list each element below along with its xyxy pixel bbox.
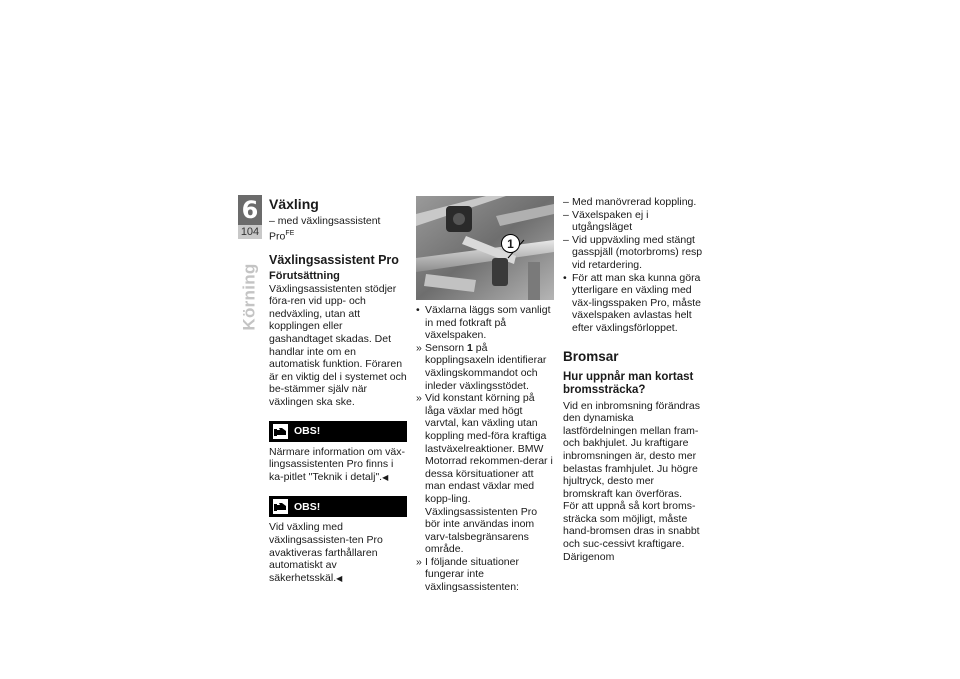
subsection-heading: Förutsättning xyxy=(269,269,340,282)
list-bullet: » xyxy=(416,341,422,354)
shift-list xyxy=(416,304,554,594)
body-paragraph: Vid en inbromsning förändras den dynamiska lastfördelningen mellan fram- och bakhjulet. Ju kraftigare inbromsningen är, desto mer belastas framhjulet. Ju högre hjultryck, desto mer bromskraft kan överföras. xyxy=(563,399,700,500)
chapter-tab xyxy=(238,195,262,239)
list-bullet: » xyxy=(416,555,422,568)
conditions-list xyxy=(563,196,703,335)
list-item: – Växelspaken ej i utgångsläget xyxy=(563,208,649,234)
pointing-hand-icon xyxy=(273,424,288,439)
column-1 xyxy=(269,196,407,585)
shift-sensor-photo xyxy=(416,196,554,300)
subtitle-superscript: FE xyxy=(285,229,295,237)
section-label-text: Körning xyxy=(240,263,260,331)
list-bullet: – xyxy=(563,208,569,221)
pointing-hand-icon xyxy=(273,499,288,514)
list-item: • För att man ska kunna göra ytterligare en växling med väx-lingsspaken Pro, måste växelspaken avlastas helt efter växlingsförloppet. xyxy=(563,271,701,334)
list-bullet: – xyxy=(563,233,569,246)
list-item: » Sensorn 1 på kopplingsaxeln identifierar växlingskommandot och inleder växlingsstödet. xyxy=(416,341,547,392)
note-text-2: Vid växling med växlingsassisten-ten Pro avaktiveras farthållaren automatiskt av säkerhetsskäl.◀ xyxy=(269,521,383,584)
page-title: Växling xyxy=(269,196,319,212)
callout-number: 1 xyxy=(467,341,473,354)
question-heading: Hur uppnår man kortast bromssträcka? xyxy=(563,370,694,396)
list-item: • Växlarna läggs som vanligt in med fotkraft på växelspaken. xyxy=(416,304,551,342)
list-bullet: » xyxy=(416,392,422,405)
list-item: – Vid uppväxling med stängt gasspjäll (motorbroms) resp vid retardering. xyxy=(563,233,703,271)
photo-callout-badge xyxy=(501,234,520,253)
list-item: » I följande situationer fungerar inte växlingsassistenten: xyxy=(416,555,519,594)
note-label-1: OBS! xyxy=(294,424,321,437)
column-2 xyxy=(416,196,554,594)
list-bullet: • xyxy=(563,271,567,284)
column-3 xyxy=(563,196,703,563)
section-label xyxy=(235,262,265,332)
chapter-number: 6 xyxy=(238,195,262,225)
note-label-2: OBS! xyxy=(294,500,321,513)
body-paragraph: För att uppnå så kort broms-sträcka som möjligt, måste hand-bromsen dras in snabbt och suc-cessivt kraftigare. Därigenom xyxy=(563,500,700,563)
list-item: – Med manövrerad koppling. xyxy=(563,196,697,208)
note-banner-2 xyxy=(269,496,407,517)
end-mark-icon: ◀ xyxy=(382,472,389,482)
brake-heading: Bromsar xyxy=(563,348,619,364)
note-text-1: Närmare information om väx-lingsassistenten Pro finns i ka-pitlet "Teknik i detalj".◀ xyxy=(269,445,405,483)
end-mark-icon: ◀ xyxy=(336,573,343,583)
subtitle xyxy=(269,215,407,243)
list-bullet: – xyxy=(563,196,569,208)
note-banner-1 xyxy=(269,421,407,442)
section-heading: Växlingsassistent Pro xyxy=(269,252,399,267)
list-bullet: • xyxy=(416,304,420,316)
list-item: » Vid konstant körning på låga växlar med högt varvtal, kan växling utan koppling med-föra kraftiga lastväxelreaktioner. BMW Motorrad rekommen-derar i dessa körsituationer att man endast växlar med kopp-ling. Växlingsassistenten Pro bör inte användas inom varv-talsbegränsarens område. xyxy=(416,392,553,556)
body-paragraph: Växlingsassistenten stödjer föra-ren vid upp- och nedväxling, utan att kopplingen eller gashandtaget skadas. Det handlar inte om en automatisk funktion. Föraren är en viktig del i systemet och be-stämmer själv när växlingen ska ske. xyxy=(269,282,407,409)
page-number: 104 xyxy=(238,225,262,239)
subtitle-text: – med växlingsassistent Pro xyxy=(269,215,381,243)
photo-callout-number: 1 xyxy=(507,236,514,251)
